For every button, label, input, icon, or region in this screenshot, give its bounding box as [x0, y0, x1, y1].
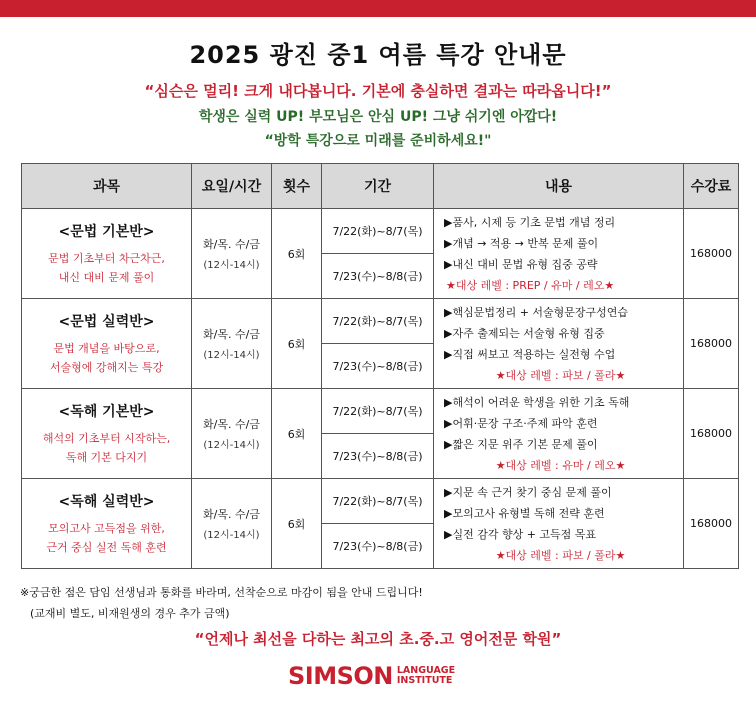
- course-desc-line: 내신 대비 문제 풀이: [58, 270, 155, 284]
- content-line: ▶지문 속 근거 찾기 중심 문제 풀이: [444, 485, 612, 499]
- content-line: ▶어휘·문장 구조·주제 파악 훈련: [444, 416, 598, 430]
- content-line: ▶모의고사 유형별 독해 전략 훈련: [444, 506, 605, 520]
- header-day-time: 요일/시간: [192, 164, 272, 209]
- table-row: [22, 479, 739, 524]
- class-time: (12시-14시): [203, 260, 260, 271]
- content-line: ▶자주 출제되는 서술형 유형 집중: [444, 326, 605, 340]
- period-option: 7/23(수)~8/8(금): [322, 254, 434, 299]
- table-row: [22, 389, 739, 434]
- course-name: <독해 실력반>: [58, 493, 155, 510]
- content-cell: [434, 479, 684, 569]
- content-line: ▶짧은 지문 위주 기본 문제 풀이: [444, 437, 598, 451]
- target-level: ★대상 레벨 : 유마 / 레오★: [495, 458, 626, 472]
- course-desc-line: 근거 중심 실전 독해 훈련: [46, 540, 167, 554]
- course-desc-line: 해석의 기초부터 시작하는,: [42, 431, 171, 445]
- period-option: 7/22(화)~8/7(목): [322, 209, 434, 254]
- session-count: 6회: [272, 389, 322, 479]
- course-description: [26, 339, 187, 377]
- notice-text: ※궁금한 점은 담임 선생님과 통화를 바라며, 선착순으로 마감이 됨을 안내 드립니다!: [20, 586, 423, 599]
- course-name: <문법 실력반>: [58, 313, 155, 330]
- content-line: ▶품사, 시제 등 기초 문법 개념 정리: [444, 215, 616, 229]
- period-option: 7/22(화)~8/7(목): [322, 389, 434, 434]
- session-count: 6회: [272, 209, 322, 299]
- content-cell: [434, 299, 684, 389]
- class-days: 화/목. 수/금: [203, 328, 260, 341]
- table-row: [22, 209, 739, 254]
- content-line: ▶내신 대비 문법 유형 집중 공략: [444, 257, 598, 271]
- logo-wordmark: SIMSON: [288, 662, 393, 690]
- course-description: [26, 249, 187, 287]
- course-desc-line: 서술형에 강해지는 특강: [49, 360, 164, 374]
- course-schedule-table: [21, 163, 739, 569]
- period-option: 7/22(화)~8/7(목): [322, 479, 434, 524]
- tuition-fee: 168000: [684, 389, 739, 479]
- period-option: 7/23(수)~8/8(금): [322, 344, 434, 389]
- page-title: 2025 광진 중1 여름 특강 안내문: [189, 41, 567, 69]
- course-description: [26, 429, 187, 467]
- course-desc-line: 문법 기초부터 차근차근,: [48, 251, 165, 265]
- session-count: 6회: [272, 479, 322, 569]
- logo-sub-line: LANGUAGE: [396, 665, 456, 676]
- period-option: 7/22(화)~8/7(목): [322, 299, 434, 344]
- course-desc-line: 독해 기본 다지기: [65, 450, 148, 464]
- academy-motto: “언제나 최선을 다하는 최고의 초.중.고 영어전문 학원”: [194, 630, 562, 648]
- course-description: [26, 519, 187, 557]
- course-name: <문법 기본반>: [58, 223, 155, 240]
- slogan-tertiary: “방학 특강으로 미래를 준비하세요!": [264, 133, 492, 149]
- notice-extra-fee: (교재비 별도, 비재원생의 경우 추가 금액): [30, 607, 230, 620]
- content-cell: [434, 389, 684, 479]
- content-line: ▶직접 써보고 적용하는 실전형 수업: [444, 347, 616, 361]
- class-time: (12시-14시): [203, 350, 260, 361]
- course-cell: [22, 209, 192, 299]
- class-time: (12시-14시): [203, 440, 260, 451]
- content-line: ▶해석이 어려운 학생을 위한 기초 독해: [444, 395, 630, 409]
- content-line: ▶실전 감각 향상 + 고득점 목표: [444, 527, 597, 541]
- tuition-fee: 168000: [684, 479, 739, 569]
- top-banner-bar: [0, 0, 756, 17]
- day-time-cell: [192, 389, 272, 479]
- class-time: (12시-14시): [203, 530, 260, 541]
- course-desc-line: 문법 개념을 바탕으로,: [53, 341, 160, 355]
- logo-sub-line: INSTITUTE: [396, 675, 453, 686]
- simson-logo: [288, 661, 455, 691]
- day-time-cell: [192, 209, 272, 299]
- class-days: 화/목. 수/금: [203, 508, 260, 521]
- logo-subtitle: [397, 666, 455, 686]
- tuition-fee: 168000: [684, 299, 739, 389]
- course-cell: [22, 479, 192, 569]
- course-cell: [22, 389, 192, 479]
- header-fee: 수강료: [684, 164, 739, 209]
- content-cell: [434, 209, 684, 299]
- period-option: 7/23(수)~8/8(금): [322, 434, 434, 479]
- course-desc-line: 모의고사 고득점을 위한,: [48, 521, 165, 535]
- header-content: 내용: [434, 164, 684, 209]
- table-row: [22, 299, 739, 344]
- header-period: 기간: [322, 164, 434, 209]
- session-count: 6회: [272, 299, 322, 389]
- slogan-main: “심슨은 멀리! 크게 내다봅니다. 기본에 충실하면 결과는 따라옵니다!”: [144, 82, 612, 100]
- day-time-cell: [192, 479, 272, 569]
- tuition-fee: 168000: [684, 209, 739, 299]
- target-level: ★대상 레벨 : 파보 / 폴라★: [495, 368, 626, 382]
- target-level: ★대상 레벨 : 파보 / 폴라★: [495, 548, 626, 562]
- table-header-row: [22, 164, 739, 209]
- class-days: 화/목. 수/금: [203, 418, 260, 431]
- course-name: <독해 기본반>: [58, 403, 155, 420]
- header-count: 횟수: [272, 164, 322, 209]
- content-line: ▶개념 → 적용 → 반복 문제 풀이: [444, 236, 599, 250]
- course-cell: [22, 299, 192, 389]
- period-option: 7/23(수)~8/8(금): [322, 524, 434, 569]
- slogan-secondary: 학생은 실력 UP! 부모님은 안심 UP! 그냥 쉬기엔 아깝다!: [198, 109, 558, 125]
- class-days: 화/목. 수/금: [203, 238, 260, 251]
- target-level: ★대상 레벨 : PREP / 유마 / 레오★: [446, 278, 615, 292]
- content-line: ▶핵심문법정리 + 서술형문장구성연습: [444, 305, 629, 319]
- header-course: 과목: [22, 164, 192, 209]
- day-time-cell: [192, 299, 272, 389]
